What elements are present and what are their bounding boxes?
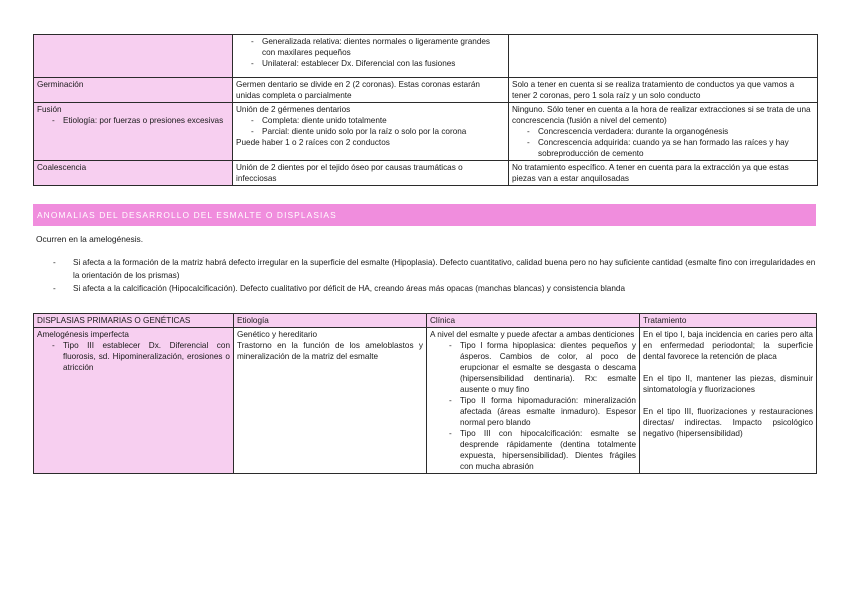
table-cell <box>34 35 233 78</box>
table-cell: No tratamiento específico. A tener en cuenta para la extracción ya que estas piezas van a estar anquilosadas <box>509 161 818 186</box>
table-row <box>34 161 818 186</box>
table-row <box>34 328 817 474</box>
cell-text: Unión de 2 gérmenes dentarios <box>236 105 351 114</box>
list-item: - Tipo I forma hipoplasica: dientes pequeños y ásperos. Cambios de color, al poco de erupcionar el esmalte se desgasta o descama (hipersensibilidad dentinaria). Rx: esmalte ausente o muy fino <box>430 340 636 395</box>
row-label: Fusión <box>37 105 62 114</box>
column-header: Etiología <box>234 314 427 328</box>
table-cell <box>233 35 509 78</box>
list-item: - Concrescencia adquirida: cuando ya se han formado las raíces y hay sobreproducción de cemento <box>512 137 814 159</box>
row-label-amelogenesis <box>34 328 234 474</box>
column-header: DISPLASIAS PRIMARIAS O GENÉTICAS <box>34 314 234 328</box>
table-cell <box>234 328 427 474</box>
list-item: - Completa: diente unido totalmente <box>236 115 505 126</box>
list-item: - Tipo II forma hipomaduración: mineralización afectada (áreas esmalte inmaduro). Espesor normal pero blando <box>430 395 636 428</box>
bullet-list <box>36 256 816 295</box>
list-item: - Generalizada relativa: dientes normales o ligeramente grandes con maxilares pequeños <box>236 36 505 58</box>
section-intro: Ocurren en la amelogénesis. <box>36 234 144 244</box>
table-cell <box>509 103 818 161</box>
cell-text: Trastorno en la función de los ameloblastos y mineralización de la matriz del esmalte <box>237 341 423 361</box>
list-item: - Etiología: por fuerzas o presiones excesivas <box>37 115 229 126</box>
cell-text: En el tipo I, baja incidencia en caries pero alta en enfermedad periodontal; la superficie dental favorece la retención de placa <box>643 330 813 361</box>
section-heading: ANOMALIAS DEL DESARROLLO DEL ESMALTE O DISPLASIAS <box>33 204 816 226</box>
list-item: - Parcial: diente unido solo por la raíz o solo por la corona <box>236 126 505 137</box>
table-cell <box>233 103 509 161</box>
list-item: - Concrescencia verdadera: durante la organogénesis <box>512 126 814 137</box>
cell-text: En el tipo III, fluorizaciones y restauraciones directas/ indirectas. Impacto psicológico negativo (hipersensibilidad) <box>643 407 813 438</box>
column-header: Clínica <box>427 314 640 328</box>
table-row <box>34 35 818 78</box>
table-row <box>34 103 818 161</box>
row-label-germinacion: Germinación <box>34 78 233 103</box>
row-label-fusion <box>34 103 233 161</box>
table-header-row <box>34 314 817 328</box>
table-cell: Unión de 2 dientes por el tejido óseo por causas traumáticas o infecciosas <box>233 161 509 186</box>
cell-text: Genético y hereditario <box>237 330 318 339</box>
list-item: - Si afecta a la calcificación (Hipocalcificación). Defecto cualitativo por déficit de HA, creando áreas más opacas (manchas blancas) y consistencia blanda <box>36 282 816 295</box>
table-cell: Germen dentario se divide en 2 (2 coronas). Estas coronas estarán unidas completa o parcialmente <box>233 78 509 103</box>
list-item: - Tipo III con hipocalcificación: esmalte se desprende rápidamente (dentina totalmente expuesta, hipersensibilidad). Dientes frágiles con mucha abrasión <box>430 428 636 472</box>
list-item: - Unilateral: establecer Dx. Diferencial con las fusiones <box>236 58 505 69</box>
cell-text: A nivel del esmalte y puede afectar a ambas denticiones <box>430 330 635 339</box>
table-cell <box>640 328 817 474</box>
list-item: - Tipo III establecer Dx. Diferencial con fluorosis, sd. Hipomineralización, erosiones o atricción <box>37 340 230 373</box>
table-cell <box>509 35 818 78</box>
table-cell <box>427 328 640 474</box>
table-row <box>34 78 818 103</box>
list-item: - Si afecta a la formación de la matriz habrá defecto irregular en la superficie del esmalte (Hipoplasia). Defecto cuantitativo, calidad buena pero no hay suficiente cantidad (esmalte fino con irregularidades en la orientación de los prismas) <box>36 256 816 282</box>
anomalies-table <box>33 34 818 186</box>
cell-text: Ninguno. Sólo tener en cuenta a la hora de realizar extracciones si se trata de una concrescencia (fusión a nivel del cemento) <box>512 105 811 125</box>
cell-text: Puede haber 1 o 2 raíces con 2 conductos <box>236 138 390 147</box>
dysplasia-table <box>33 313 817 474</box>
column-header: Tratamiento <box>640 314 817 328</box>
row-label: Amelogénesis imperfecta <box>37 330 129 339</box>
table-cell: Solo a tener en cuenta si se realiza tratamiento de conductos ya que vamos a tener 2 coronas, pero 1 sola raíz y un solo conducto <box>509 78 818 103</box>
row-label-coalescencia: Coalescencia <box>34 161 233 186</box>
cell-text: En el tipo II, mantener las piezas, disminuir sintomatología y fluorizaciones <box>643 374 813 394</box>
